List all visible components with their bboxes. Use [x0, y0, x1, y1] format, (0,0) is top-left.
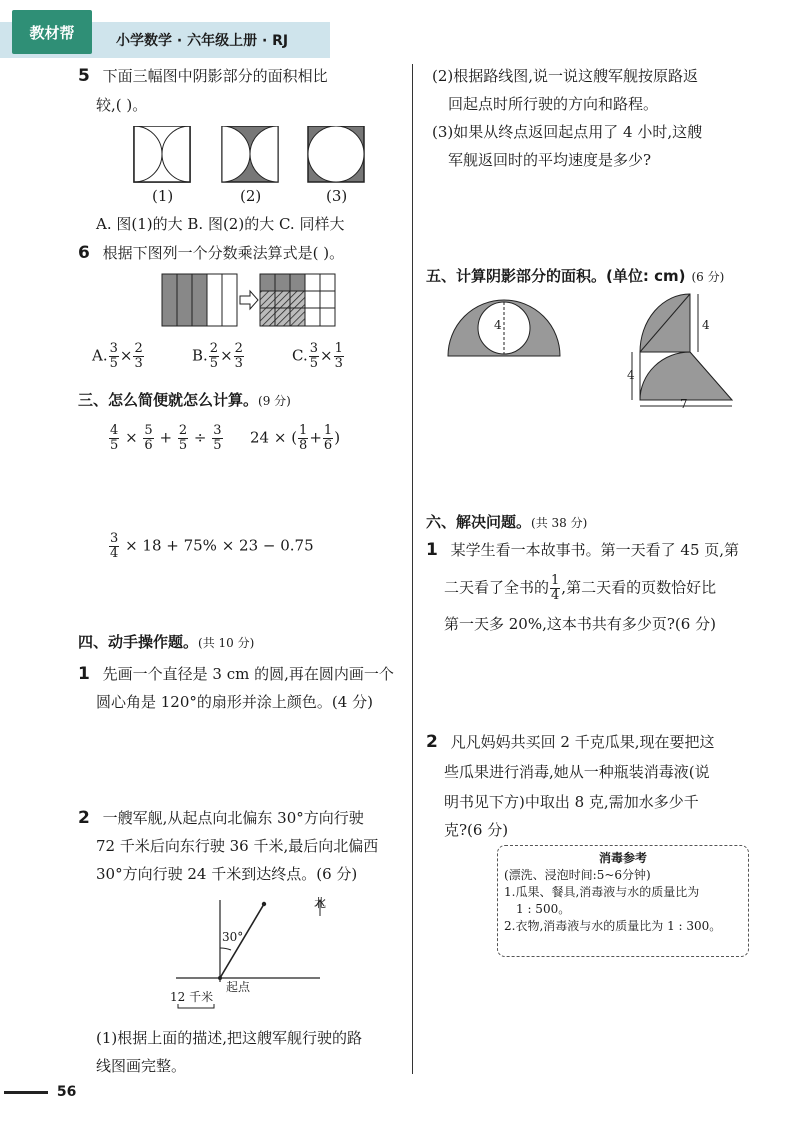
- dim-circle-diameter: 4: [494, 318, 502, 332]
- q5-options: A. 图(1)的大 B. 图(2)的大 C. 同样大: [96, 215, 345, 233]
- s6-q2-line4: 克?(6 分): [444, 821, 509, 839]
- q5-text1: 下面三幅图中阴影部分的面积相比: [102, 67, 328, 85]
- semicircle-figure: [448, 300, 560, 356]
- figure-2: [222, 126, 278, 182]
- start-label: 起点: [226, 980, 251, 994]
- s6-q1-line3: 第一天多 20%,这本书共有多少页?(6 分): [444, 615, 716, 633]
- q6-text: 根据下图列一个分数乘法算式是( )。: [102, 244, 345, 262]
- shaded-area-figures: [444, 292, 764, 416]
- s6-q1-line1: 1 某学生看一本故事书。第一天看了 45 页,第: [426, 540, 740, 560]
- scale-label: 12 千米: [170, 990, 214, 1004]
- note-line4: 2.衣物,消毒液与水的质量比为 1 : 300。: [504, 919, 722, 933]
- q6-number: 6: [78, 243, 90, 263]
- s4-q2-line3: 30°方向行驶 24 千米到达终点。(6 分): [96, 865, 358, 883]
- q6-option-a: A. $\frac{3}{5}$ × $\frac{2}{3}$: [92, 341, 143, 371]
- s6-q2-line3: 明书见下方)中取出 8 克,需加水多少千: [444, 793, 699, 811]
- note-line2: 1.瓜果、餐具,消毒液与水的质量比为: [504, 885, 700, 899]
- q2-sub2-line2: 回起点时所行驶的方向和路程。: [448, 95, 659, 113]
- page-number: 56: [0, 1084, 76, 1100]
- q6-line: [78, 243, 344, 263]
- figure-1: [134, 126, 190, 182]
- note-line1: (漂洗、浸泡时间:5~6分钟): [504, 868, 651, 882]
- calc-expression-2: 24 × ( $\frac{1}{8}$ + $\frac{1}{6}$ ): [250, 423, 341, 453]
- section-3-title: 三、怎么简便就怎么计算。(9 分): [78, 391, 291, 409]
- section-6-title: 六、解决问题。(共 38 分): [426, 513, 588, 531]
- fraction-grid-right: [260, 274, 335, 326]
- q6-option-b: B. $\frac{2}{5}$ × $\frac{2}{3}$: [192, 341, 243, 371]
- dim-bottom-height: 4: [627, 368, 635, 382]
- note-line3: 1 : 500。: [516, 902, 571, 916]
- s4-q2-line2: 72 千米后向东行驶 36 千米,最后向北偏西: [96, 837, 379, 855]
- figure-3: [308, 126, 364, 182]
- fig-label-2: (2): [240, 187, 262, 205]
- s4-q1-line1: 1 先画一个直径是 3 cm 的圆,再在圆内画一个: [78, 664, 394, 684]
- angle-label: 30°: [222, 930, 244, 944]
- q6-option-c: C. $\frac{3}{5}$ × $\frac{1}{3}$: [292, 341, 343, 371]
- calc-expression-1: $\frac{4}{5}$ × $\frac{5}{6}$ + $\frac{2}{5}$ ÷ $\frac{3}{5}$: [110, 423, 222, 453]
- s4-q2-sub1a: (1)根据上面的描述,把这艘军舰行驶的路: [96, 1029, 363, 1047]
- note-title: 消毒参考: [598, 851, 647, 865]
- section-5-title: 五、计算阴影部分的面积。(单位: cm) (6 分): [426, 267, 725, 285]
- dim-top-height: 4: [702, 318, 710, 332]
- q2-sub3-line2: 军舰返回时的平均速度是多少?: [448, 151, 652, 169]
- disinfect-reference-box: [497, 845, 749, 957]
- fig-label-1: (1): [152, 187, 174, 205]
- q5-line2: 较,( )。: [96, 96, 148, 114]
- q6-figure: [160, 272, 340, 330]
- q2-sub2-line1: (2)根据路线图,说一说这艘军舰按原路返: [432, 67, 699, 85]
- q2-sub3-line1: (3)如果从终点返回起点用了 4 小时,这艘: [432, 123, 703, 141]
- s4-q1-line2: 圆心角是 120°的扇形并涂上颜色。(4 分): [96, 693, 373, 711]
- s6-q2-line2: 些瓜果进行消毒,她从一种瓶装消毒液(说: [444, 763, 710, 781]
- s4-q2-sub1b: 线图画完整。: [96, 1057, 187, 1075]
- q5-line1: [78, 66, 328, 86]
- column-divider: [412, 64, 413, 1074]
- q5-number: 5: [78, 66, 90, 86]
- header-title: 小学数学 · 六年级上册 · RJ: [116, 33, 289, 49]
- s4-q2-line1: 2 一艘军舰,从起点向北偏东 30°方向行驶: [78, 808, 364, 828]
- section-4-title: 四、动手操作题。(共 10 分): [78, 633, 255, 651]
- brand-logo: 教材帮: [12, 10, 92, 54]
- calc-expression-3: $\frac{3}{4}$ × 18 + 75% × 23 − 0.75: [110, 531, 314, 561]
- q5-figures: [130, 126, 390, 186]
- fig-label-3: (3): [326, 187, 348, 205]
- dim-base-width: 7: [680, 397, 688, 411]
- s6-q2-line1: 2 凡凡妈妈共买回 2 千克瓜果,现在要把这: [426, 732, 715, 752]
- compound-figure: [632, 294, 732, 406]
- s6-q1-line2: 二天看了全书的 $\frac{1}{4}$ ,第二天看的页数恰好比: [444, 573, 717, 603]
- arrow-icon: [240, 291, 258, 309]
- fraction-bar-left: [162, 274, 237, 326]
- north-label: 北: [314, 896, 327, 910]
